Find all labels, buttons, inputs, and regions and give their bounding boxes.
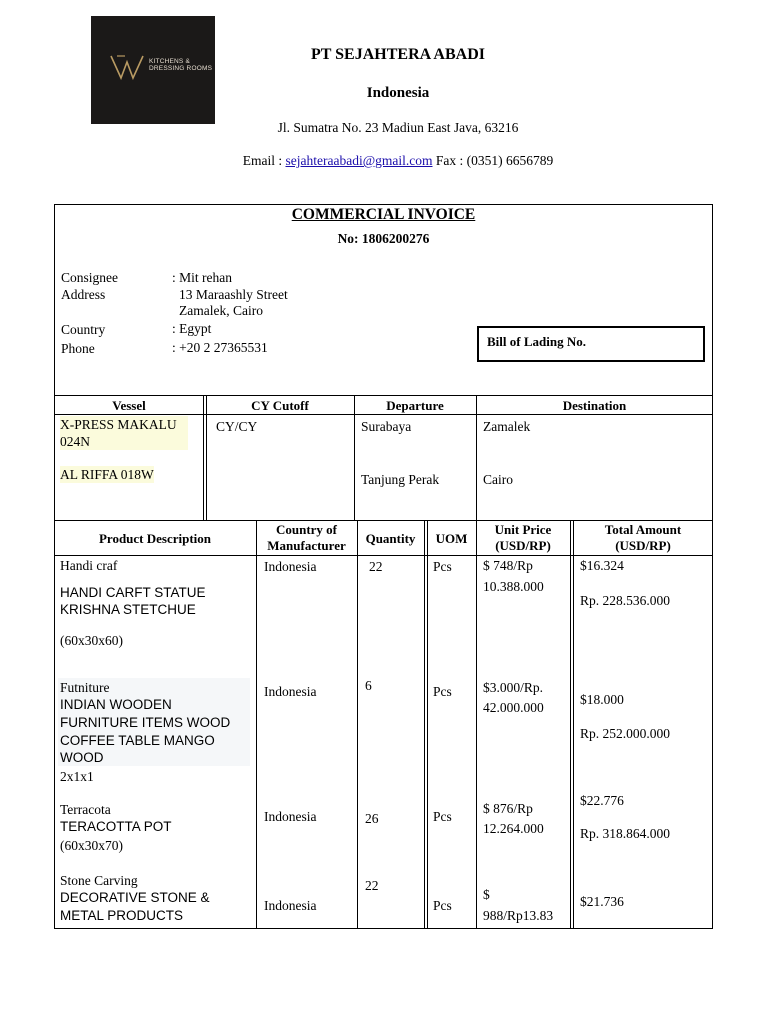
destination-1: Zamalek <box>483 419 531 434</box>
bill-of-lading-box: Bill of Lading No. <box>477 326 705 362</box>
vessel-1: X-PRESS MAKALU 024N <box>60 416 188 450</box>
company-country: Indonesia <box>366 85 430 101</box>
item-3-total-usd: $22.776 <box>580 793 624 808</box>
item-4-unit-line2: 988/Rp13.83 <box>483 908 554 923</box>
departure-header: Departure <box>386 398 444 413</box>
consignee-value: : Mit rehan <box>172 270 232 285</box>
item-2-total-rp: Rp. 252.000.000 <box>580 726 671 741</box>
divider <box>54 520 713 521</box>
item-2-total-usd: $18.000 <box>580 692 624 707</box>
divider <box>424 520 425 929</box>
fax-text: Fax : (0351) 6656789 <box>432 153 554 168</box>
divider <box>256 520 257 929</box>
vessel-header: Vessel <box>112 398 146 413</box>
vessel-2: AL RIFFA 018W <box>60 467 154 482</box>
divider <box>427 520 428 929</box>
item-1-country: Indonesia <box>264 559 317 574</box>
destination-2: Cairo <box>483 472 513 487</box>
total-amount-header: Total Amount (USD/RP) <box>604 522 682 553</box>
address-line2: Zamalek, Cairo <box>179 303 263 318</box>
product-description-header: Product Description <box>98 531 212 546</box>
item-3-category: Terracota <box>60 802 111 817</box>
item-1-name-line2: KRISHNA STETCHUE <box>60 602 196 617</box>
item-3-uom: Pcs <box>433 809 452 824</box>
item-1-category: Handi craf <box>60 558 118 573</box>
item-2-unit-line1: $3.000/Rp. <box>483 680 544 695</box>
item-2-name-line2: FURNITURE ITEMS WOOD <box>60 715 231 730</box>
divider <box>357 520 358 929</box>
item-1-total-usd: $16.324 <box>580 558 624 573</box>
item-1-unit-line1: $ 748/Rp <box>483 558 533 573</box>
invoice-title: COMMERCIAL INVOICE <box>291 206 476 223</box>
item-4-country: Indonesia <box>264 898 317 913</box>
item-3-quantity: 26 <box>365 811 379 826</box>
item-3-name-line1: TERACOTTA POT <box>60 819 172 834</box>
divider <box>54 555 713 556</box>
item-3-size: (60x30x70) <box>60 838 123 853</box>
uom-header: UOM <box>435 531 468 546</box>
address-line1: 13 Maraashly Street <box>179 287 288 302</box>
email-label: Email : <box>242 153 286 168</box>
item-2-name-line3: COFFEE TABLE MANGO <box>60 733 215 748</box>
item-1-total-rp: Rp. 228.536.000 <box>580 593 671 608</box>
quantity-header: Quantity <box>365 531 416 546</box>
item-1-name-line1: HANDI CARFT STATUE <box>60 585 206 600</box>
consignee-label: Consignee <box>61 270 118 285</box>
destination-header: Destination <box>562 398 627 413</box>
item-3-total-rp: Rp. 318.864.000 <box>580 826 671 841</box>
phone-label: Phone <box>61 341 95 356</box>
divider <box>54 395 713 396</box>
country-of-manufacturer-header: Country of Manufacturer <box>267 522 346 553</box>
item-1-size: (60x30x60) <box>60 633 123 648</box>
company-logo <box>91 16 215 124</box>
item-2-quantity: 6 <box>365 678 372 693</box>
divider <box>476 520 477 929</box>
unit-price-header: Unit Price (USD/RP) <box>494 522 552 553</box>
item-2-category: Futniture <box>60 680 110 695</box>
item-1-uom: Pcs <box>433 559 452 574</box>
departure-1: Surabaya <box>361 419 412 434</box>
divider <box>570 520 571 929</box>
item-1-unit-line2: 10.388.000 <box>483 579 544 594</box>
item-4-unit-line1: $ <box>483 887 490 902</box>
item-3-unit-line1: $ 876/Rp <box>483 801 533 816</box>
company-address: Jl. Sumatra No. 23 Madiun East Java, 63216 <box>277 120 519 135</box>
item-2-size: 2x1x1 <box>60 769 94 784</box>
item-3-unit-line2: 12.264.000 <box>483 821 544 836</box>
logo-text: KITCHENS & DRESSING ROOMS <box>149 58 213 72</box>
departure-2: Tanjung Perak <box>361 472 440 487</box>
item-4-category: Stone Carving <box>60 873 138 888</box>
item-1-quantity: 22 <box>369 559 383 574</box>
divider <box>573 520 574 929</box>
item-3-country: Indonesia <box>264 809 317 824</box>
item-2-name-line4: WOOD <box>60 750 104 765</box>
phone-value: : +20 2 27365531 <box>172 340 268 355</box>
item-2-uom: Pcs <box>433 684 452 699</box>
item-4-uom: Pcs <box>433 898 452 913</box>
country-label: Country <box>61 322 106 337</box>
cy-cutoff-header: CY Cutoff <box>251 398 309 413</box>
invoice-number: No: 1806200276 <box>337 231 430 246</box>
item-4-name-line2: METAL PRODUCTS <box>60 908 184 923</box>
item-4-quantity: 22 <box>365 878 379 893</box>
email-link[interactable]: sejahteraabadi@gmail.com <box>285 153 433 168</box>
divider <box>54 414 713 415</box>
item-4-name-line1: DECORATIVE STONE & <box>60 890 210 905</box>
item-2-unit-line2: 42.000.000 <box>483 700 544 715</box>
item-2-name-line1: INDIAN WOODEN <box>60 697 172 712</box>
address-label: Address <box>61 287 106 302</box>
item-2-country: Indonesia <box>264 684 317 699</box>
item-4-total-usd: $21.736 <box>580 894 624 909</box>
country-value: : Egypt <box>172 321 212 336</box>
company-name: PT SEJAHTERA ABADI <box>311 46 485 63</box>
company-contact <box>0 153 768 169</box>
cy-value: CY/CY <box>216 419 258 434</box>
